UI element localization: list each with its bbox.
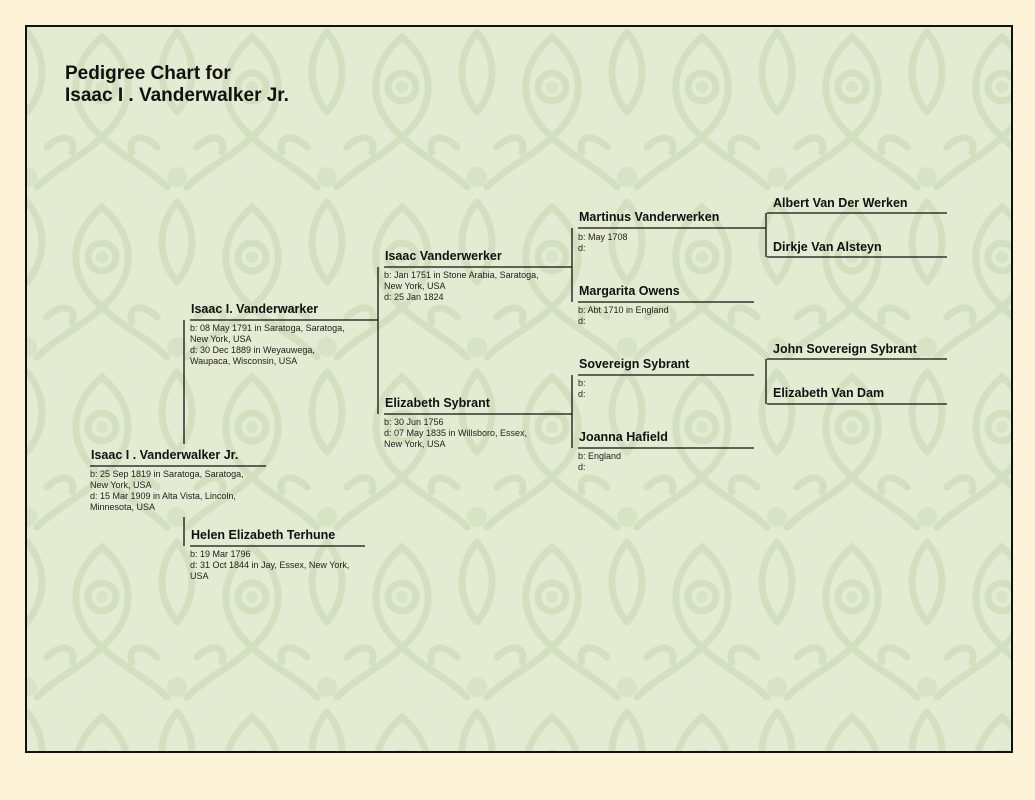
person-detail-line: d:	[578, 462, 586, 472]
person-name-p11: Joanna Hafield	[579, 430, 668, 444]
person-details-p4	[384, 270, 539, 303]
person-details-p8	[578, 232, 628, 254]
person-name-p2: Isaac I. Vanderwarker	[191, 302, 319, 316]
person-detail-line: New York, USA	[190, 334, 252, 344]
person-name-p5: Elizabeth Sybrant	[385, 396, 490, 410]
chart-title	[65, 63, 289, 107]
person-details-p2	[190, 323, 345, 367]
person-detail-line: USA	[190, 571, 209, 581]
person-name-p4: Isaac Vanderwerker	[385, 249, 502, 263]
person-detail-line: b: Abt 1710 in England	[578, 305, 669, 315]
person-detail-line: b:	[578, 378, 586, 388]
person-details-p5	[384, 417, 527, 450]
person-detail-line: d:	[578, 243, 586, 253]
person-detail-line: d: 31 Oct 1844 in Jay, Essex, New York,	[190, 560, 350, 570]
person-details-p1	[90, 469, 244, 513]
person-detail-line: b: 25 Sep 1819 in Saratoga, Saratoga,	[90, 469, 244, 479]
person-detail-line: d: 15 Mar 1909 in Alta Vista, Lincoln,	[90, 491, 236, 501]
person-detail-line: New York, USA	[384, 281, 446, 291]
pedigree-chart-frame	[25, 25, 1013, 753]
person-detail-line: b: 30 Jun 1756	[384, 417, 444, 427]
person-detail-line: d: 07 May 1835 in Willsboro, Essex,	[384, 428, 528, 438]
person-detail-line: d: 30 Dec 1889 in Weyauwega,	[190, 345, 315, 355]
person-detail-line: b: May 1708	[578, 232, 628, 242]
person-name-p10: Sovereign Sybrant	[579, 357, 690, 371]
person-name-p3: Helen Elizabeth Terhune	[191, 528, 336, 542]
person-name-p17: Dirkje Van Alsteyn	[773, 240, 882, 254]
person-details-p10	[578, 378, 586, 400]
person-detail-line: b: England	[578, 451, 622, 461]
person-detail-line: b: 19 Mar 1796	[190, 549, 251, 559]
person-detail-line: d: 25 Jan 1824	[384, 292, 444, 302]
person-details-p9	[578, 305, 669, 327]
person-detail-line: New York, USA	[384, 439, 446, 449]
person-detail-line: Waupaca, Wisconsin, USA	[190, 356, 298, 366]
chart-title-line2: Isaac I . Vanderwalker Jr.	[65, 85, 289, 106]
person-detail-line: b: Jan 1751 in Stone Arabia, Saratoga,	[384, 270, 539, 280]
person-name-p1: Isaac I . Vanderwalker Jr.	[91, 448, 239, 462]
person-name-p21: Elizabeth Van Dam	[773, 386, 885, 400]
person-detail-line: d:	[578, 389, 586, 399]
person-details-p3	[190, 549, 349, 582]
person-details-p11	[578, 451, 621, 473]
person-detail-line: d:	[578, 316, 586, 326]
person-detail-line: New York, USA	[90, 480, 152, 490]
person-name-p20: John Sovereign Sybrant	[773, 342, 917, 356]
chart-title-line1: Pedigree Chart for	[65, 63, 231, 84]
person-detail-line: Minnesota, USA	[90, 502, 156, 512]
person-name-p8: Martinus Vanderwerken	[579, 210, 720, 224]
person-name-p16: Albert Van Der Werken	[773, 196, 908, 210]
person-name-p9: Margarita Owens	[579, 284, 680, 298]
person-detail-line: b: 08 May 1791 in Saratoga, Saratoga,	[190, 323, 345, 333]
